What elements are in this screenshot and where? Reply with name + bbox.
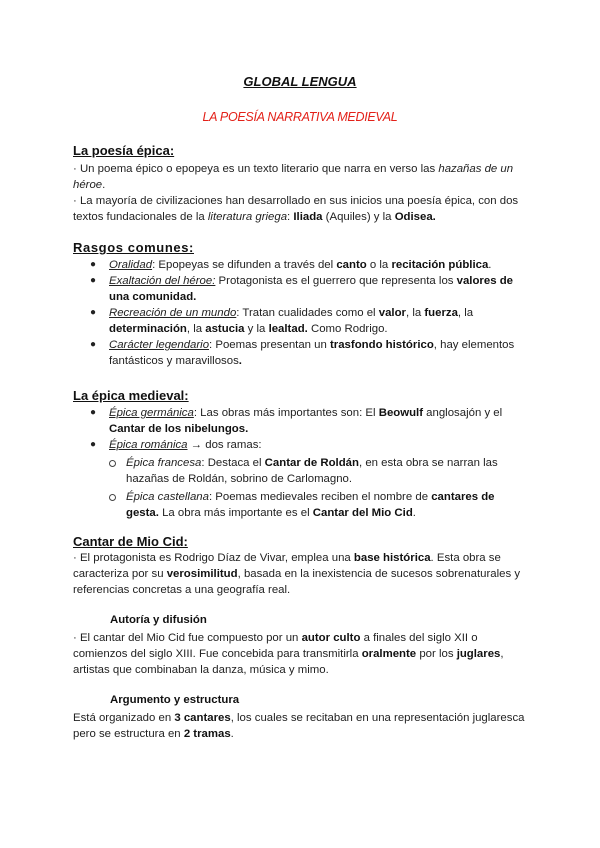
circle-bullet-icon xyxy=(109,494,116,501)
paragraph-cid-argumento: Está organizado en 3 cantares, los cuales se recitaban en una representación juglaresca pero se estructura en 2 tramas. xyxy=(73,712,525,740)
list-item-recreacion: ● Recreación de un mundo: Tratan cualidades como el valor, la fuerza, la determinación, la astucia y la lealtad. Como Rodrigo. xyxy=(90,307,474,335)
list-item-germanica: ● Épica germánica: Las obras más importantes son: El Beowulf anglosajón y el Cantar de los nibelungos. xyxy=(90,407,503,435)
subheading-argumento: Argumento y estructura xyxy=(110,694,240,706)
list-epica-medieval xyxy=(88,405,520,521)
bullet-icon: ● xyxy=(90,439,97,450)
heading-poesia-epica: La poesía épica: xyxy=(73,143,175,158)
heading-cantar-mio-cid: Cantar de Mio Cid: xyxy=(73,534,188,549)
heading-rasgos-comunes: Rasgos comunes: xyxy=(73,240,194,255)
list-rasgos xyxy=(88,257,520,369)
list-item-caracter-legendario: ● Carácter legendario: Poemas presentan un trasfondo histórico, hay elementos fantásticos y maravillosos. xyxy=(90,339,515,367)
sublist-item-castellana: Épica castellana: Poemas medievales reciben el nombre de cantares de gesta. La obra más importante es el Cantar del Mio Cid. xyxy=(109,489,520,521)
list-item-exaltacion: ● Exaltación del héroe: Protagonista es el guerrero que representa los valores de una comunidad. xyxy=(90,275,513,303)
paragraph-cid-intro: · El protagonista es Rodrigo Díaz de Vivar, emplea una base histórica. Esta obra se caracteriza por su verosimilitud, basada en la inexistencia de sucesos sobrenaturales y referencias concretas a una geografía real. xyxy=(73,552,521,596)
bullet-icon: ● xyxy=(90,275,97,286)
list-item-romanica: ● Épica románica → dos ramas: Épica francesa: Destaca el Cantar de Roldán, en esta obra se narran las hazañas de Roldán, sobrino de Carlomagno. Épica castellana: Poemas medievales reciben el nombre de cantares de gesta. La obra más importante es el Cantar del Mio Cid. xyxy=(88,437,520,521)
bullet-icon: ● xyxy=(90,339,97,350)
document-subtitle: LA POESÍA NARRATIVA MEDIEVAL xyxy=(202,110,398,124)
sublist-romanica xyxy=(109,455,520,521)
list-item-oralidad: ● Oralidad: Epopeyas se difunden a través del canto o la recitación pública. xyxy=(90,259,492,271)
paragraph-cid-autoria: · El cantar del Mio Cid fue compuesto por un autor culto a finales del siglo XII o comienzos del siglo XIII. Fue concebida para transmitirla oralmente por los juglares, artistas que combinaban la danza, música y mimo. xyxy=(73,632,504,676)
subheading-autoria: Autoría y difusión xyxy=(110,614,207,626)
document-title: GLOBAL LENGUA xyxy=(243,74,357,89)
bullet-icon: ● xyxy=(90,307,97,318)
bullet-icon: ● xyxy=(90,259,97,270)
bullet-icon: ● xyxy=(90,407,97,418)
circle-bullet-icon xyxy=(109,460,116,467)
paragraph-epica-civilizations: · La mayoría de civilizaciones han desarrollado en sus inicios una poesía épica, con dos textos fundacionales de la literatura griega: Iliada (Aquiles) y la Odisea. xyxy=(73,195,519,223)
sublist-item-francesa: Épica francesa: Destaca el Cantar de Roldán, en esta obra se narran las hazañas de Roldán, sobrino de Carlomagno. xyxy=(109,455,520,487)
paragraph-epica-definition: · Un poema épico o epopeya es un texto literario que narra en verso las hazañas de un héroe. xyxy=(73,163,514,191)
heading-epica-medieval: La épica medieval: xyxy=(73,388,189,403)
